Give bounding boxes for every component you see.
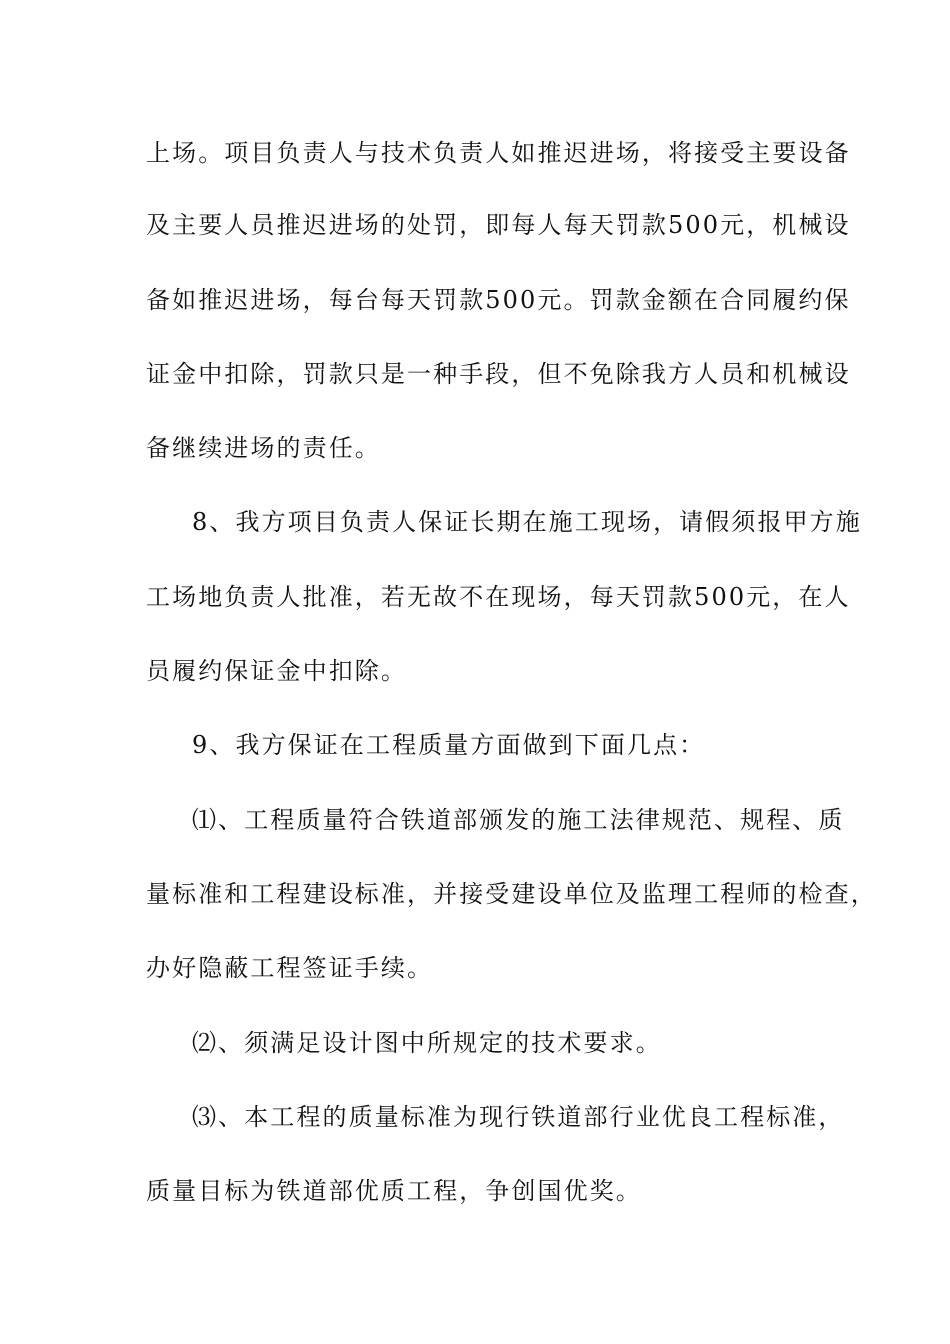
text-line: 备如推迟进场，每台每天罚款500元。罚款金额在合同履约保 bbox=[146, 286, 851, 314]
item-2-line: ⑵、须满足设计图中所规定的技术要求。 bbox=[192, 1029, 662, 1057]
item-3-line: ⑶、本工程的质量标准为现行铁道部行业优良工程标准， bbox=[192, 1103, 845, 1131]
text-line: 及主要人员推迟进场的处罚，即每人每天罚款500元，机械设 bbox=[146, 211, 851, 239]
text-line: 证金中扣除，罚款只是一种手段，但不免除我方人员和机械设 bbox=[146, 360, 851, 388]
paragraph-8-line: 8、我方项目负责人保证长期在施工现场，请假须报甲方施 bbox=[192, 508, 862, 536]
text-line: 质量目标为铁道部优质工程，争创国优奖。 bbox=[146, 1177, 642, 1205]
text-line: 上场。项目负责人与技术负责人如推迟进场，将接受主要设备 bbox=[146, 139, 851, 167]
text-line: 备继续进场的责任。 bbox=[146, 434, 381, 462]
text-line: 员履约保证金中扣除。 bbox=[146, 657, 407, 685]
text-line: 工场地负责人批准，若无故不在现场，每天罚款500元，在人 bbox=[146, 583, 851, 611]
text-line: 办好隐蔽工程签证手续。 bbox=[146, 954, 434, 982]
paragraph-9-line: 9、我方保证在工程质量方面做到下面几点： bbox=[192, 731, 706, 759]
text-line: 量标准和工程建设标准，并接受建设单位及监理工程师的检查， bbox=[146, 880, 877, 908]
item-1-line: ⑴、工程质量符合铁道部颁发的施工法律规范、规程、质 bbox=[192, 806, 845, 834]
